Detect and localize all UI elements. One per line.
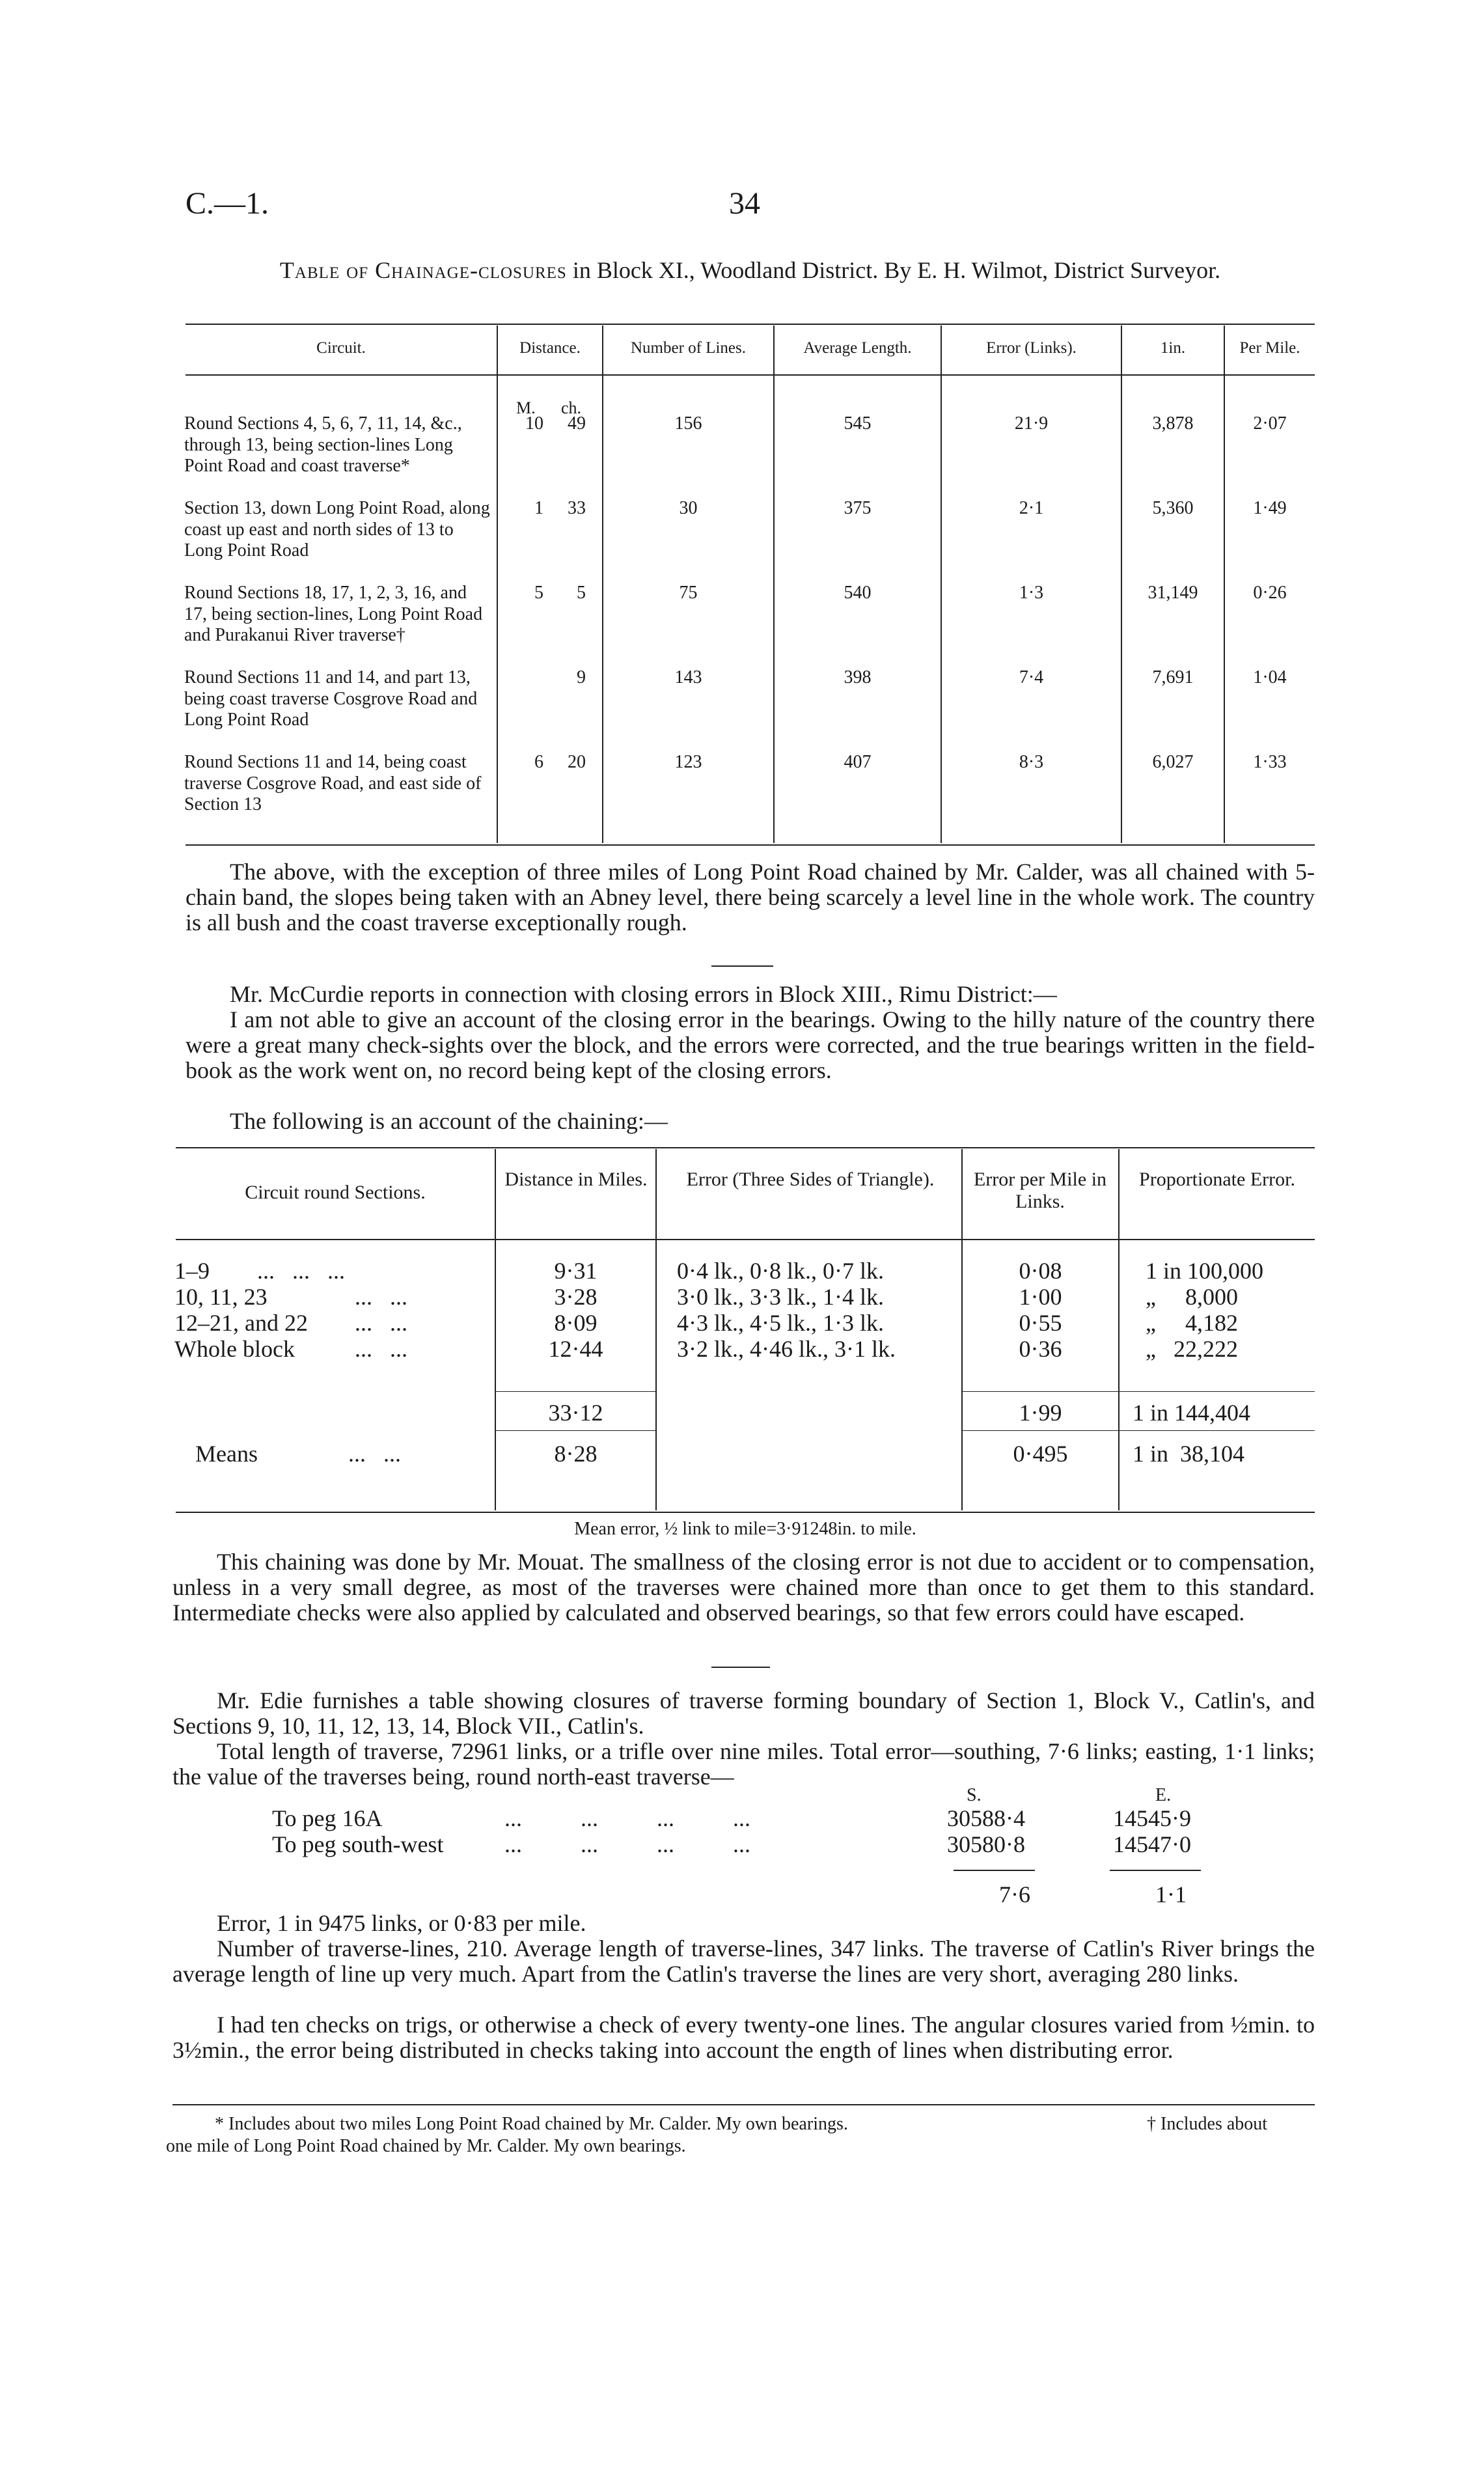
table2-total-rule [961, 1391, 1315, 1392]
table2-means-rule [961, 1430, 1315, 1431]
distance-miles: 1 [534, 498, 543, 518]
circuit-description: Section 13, down Long Point Road, along coast up east and north sides of 13 to Long Point Road [184, 498, 490, 561]
means-proportionate: 1 in 38,104 [1133, 1441, 1245, 1467]
table1-header-distance: Distance. [519, 339, 581, 357]
table2-header-per-mile: Error per Mile in Links. [973, 1169, 1107, 1212]
table1-title [186, 256, 1315, 284]
average-length: 398 [844, 667, 872, 687]
distance-miles: 9·31 [554, 1258, 598, 1284]
table2-col-divider [655, 1149, 657, 1510]
circuit-label: 1–9 [174, 1258, 210, 1284]
distance-miles: 6 [534, 752, 543, 772]
easting-value: 14547·0 [1113, 1831, 1191, 1857]
per-mile: 2·07 [1253, 413, 1287, 434]
total-distance: 33·12 [548, 1400, 603, 1426]
triangle-error: 3·0 lk., 3·3 lk., 1·4 lk. [677, 1284, 884, 1310]
distance-chains: 5 [577, 583, 586, 603]
table2-header-distance: Distance in Miles. [504, 1169, 648, 1190]
paragraph: Mr. Edie furnishes a table showing closures of traverse forming boundary of Section 1, Block V., Catlin's, and Sections 9, 10, 11, 12, 13, 14, Block VII., Catlin's. [172, 1687, 1315, 1739]
circuit-label: 10, 11, 23 [174, 1284, 268, 1310]
per-mile: 1·04 [1253, 667, 1287, 687]
traverse-label: To peg 16A [272, 1805, 383, 1831]
footnote: † Includes about [1147, 2114, 1268, 2134]
paragraph: The above, with the exception of three miles of Long Point Road chained by Mr. Calder, was all chained with 5-chain band, the slopes being taken with an Abney level, there being scarcely a level line in the whole work. The country is all bush and the coast traverse exceptionally rough. [186, 859, 1315, 936]
column-heading-southing: S. [967, 1785, 982, 1805]
means-distance: 8·28 [554, 1441, 598, 1467]
section-divider [711, 965, 773, 967]
error-per-mile: 1·00 [1019, 1284, 1062, 1310]
circuit-description: Round Sections 11 and 14, being coast traverse Cosgrove Road, and east side of Section 13 [184, 752, 482, 814]
per-mile: 0·26 [1253, 583, 1287, 603]
number-of-lines: 156 [674, 413, 702, 434]
triangle-error: 0·4 lk., 0·8 lk., 0·7 lk. [677, 1258, 884, 1284]
southing-value: 30588·4 [947, 1805, 1025, 1831]
table1-header-lines: Number of Lines. [630, 339, 747, 357]
distance-miles: 5 [534, 583, 543, 603]
paragraph: I am not able to give an account of the closing error in the bearings. Owing to the hilly nature of the country there were a great many check-sights over the block, and the errors were corrected, and the true bearings written in the field-book as the work went on, no record being kept of the closing errors. [186, 1006, 1315, 1083]
proportionate-error: 1 in 100,000 [1146, 1258, 1264, 1284]
table2-top-rule [176, 1147, 1315, 1148]
table1-col-divider [497, 326, 498, 843]
distance-miles: 8·09 [554, 1310, 598, 1336]
error-per-mile: 0·08 [1019, 1258, 1062, 1284]
table2-bottom-rule [176, 1512, 1315, 1513]
leader-dots: ... ... [355, 1284, 407, 1310]
distance-miles: 10 [525, 413, 543, 434]
table2-col-divider [1118, 1149, 1120, 1510]
table1-header-rule [186, 374, 1315, 376]
error-links: 8·3 [1019, 752, 1044, 772]
table2-total-rule [495, 1391, 655, 1392]
number-of-lines: 123 [674, 752, 702, 772]
average-length: 545 [844, 413, 872, 434]
proportionate-error: „ 22,222 [1146, 1336, 1238, 1362]
distance-chains: 49 [568, 413, 586, 434]
circuit-label: 12–21, and 22 [174, 1310, 308, 1336]
sum-rule [1110, 1870, 1201, 1871]
traverse-label: To peg south-west [272, 1831, 444, 1857]
footnote-rule [172, 2104, 1315, 2105]
table1-title-lead: Table of Chainage-closures [279, 257, 567, 283]
average-length: 407 [844, 752, 872, 772]
error-links: 7·4 [1019, 667, 1044, 687]
leader-dots: ... ... ... ... [504, 1831, 750, 1857]
distance-miles: 3·28 [554, 1284, 598, 1310]
table2-note: Mean error, ½ link to mile=3·91248in. to mile. [574, 1519, 916, 1539]
average-length: 540 [844, 583, 872, 603]
paragraph: I had ten checks on trigs, or otherwise a check of every twenty-one lines. The angular closures varied from ½min. to 3½min., the error being distributed in checks taking into account the ength of lines when distributing error. [172, 2012, 1315, 2063]
table2-header-circuit: Circuit round Sections. [245, 1182, 426, 1203]
table2-header-error: Error (Three Sides of Triangle). [686, 1169, 935, 1190]
paragraph: Mr. McCurdie reports in connection with closing errors in Block XIII., Rimu District:— [230, 981, 1057, 1007]
number-of-lines: 30 [679, 498, 698, 518]
circuit-description: Round Sections 18, 17, 1, 2, 3, 16, and 17, being section-lines, Long Point Road and Purakanui River traverse† [184, 583, 483, 645]
distance-chains: 20 [568, 752, 586, 772]
per-mile: 1·49 [1253, 498, 1287, 518]
table2-header-proportionate: Proportionate Error. [1139, 1169, 1295, 1190]
error-links: 2·1 [1019, 498, 1044, 518]
table1-header-error: Error (Links). [986, 339, 1077, 357]
table1-header-per-mile: Per Mile. [1239, 339, 1300, 357]
section-divider [711, 1667, 770, 1668]
leader-dots: ... ... ... ... [504, 1805, 750, 1831]
error-per-mile: 0·55 [1019, 1310, 1062, 1336]
easting-difference: 1·1 [1155, 1881, 1187, 1907]
total-per-mile: 1·99 [1019, 1400, 1062, 1426]
proportionate-error: „ 4,182 [1146, 1310, 1238, 1336]
proportionate-error: „ 8,000 [1146, 1284, 1238, 1310]
distance-miles: 12·44 [548, 1336, 603, 1362]
table1-header-circuit: Circuit. [316, 339, 366, 357]
means-per-mile: 0·495 [1013, 1441, 1068, 1467]
number-of-lines: 75 [679, 583, 698, 603]
per-mile: 1·33 [1253, 752, 1287, 772]
table1-top-rule [186, 324, 1315, 325]
triangle-error: 3·2 lk., 4·46 lk., 3·1 lk. [677, 1336, 896, 1362]
document-reference: C.—1. [186, 186, 269, 221]
unit-chains: ch. [561, 398, 582, 417]
paragraph: Number of traverse-lines, 210. Average length of traverse-lines, 347 links. The traverse of Catlin's River brings the average length of line up very much. Apart from the Catlin's traverse the lines are very short, averaging 280 links. [172, 1935, 1315, 1987]
one-in: 31,149 [1147, 583, 1198, 603]
average-length: 375 [844, 498, 872, 518]
sum-rule [954, 1870, 1035, 1871]
footnote: * Includes about two miles Long Point Road chained by Mr. Calder. My own bearings. [215, 2114, 848, 2134]
error-links: 1·3 [1019, 583, 1044, 603]
table2-means-rule [495, 1430, 655, 1431]
leader-dots: ... ... ... [257, 1258, 345, 1284]
table2-header-rule [176, 1239, 1315, 1240]
circuit-description: Round Sections 4, 5, 6, 7, 11, 14, &c., through 13, being section-lines Long Point Road and coast traverse* [184, 413, 462, 476]
circuit-description: Round Sections 11 and 14, and part 13, being coast traverse Cosgrove Road and Long Point Road [184, 667, 478, 730]
unit-miles: M. [516, 398, 536, 417]
distance-chains: 33 [568, 498, 586, 518]
southing-difference: 7·6 [999, 1881, 1030, 1907]
easting-value: 14545·9 [1113, 1805, 1191, 1831]
one-in: 5,360 [1152, 498, 1194, 518]
error-links: 21·9 [1014, 413, 1049, 434]
leader-dots: ... ... [355, 1310, 407, 1336]
distance-chains: 9 [577, 667, 586, 687]
circuit-label: Whole block [174, 1336, 295, 1362]
column-heading-easting: E. [1155, 1785, 1172, 1805]
leader-dots: ... ... [348, 1441, 401, 1467]
table1-title-rest: in Block XI., Woodland District. By E. H. Wilmot, District Surveyor. [566, 257, 1221, 283]
number-of-lines: 143 [674, 667, 702, 687]
paragraph: Total length of traverse, 72961 links, or a trifle over nine miles. Total error—southing, 7·6 links; easting, 1·1 links; the value of the traverses being, round north-east traverse— [172, 1738, 1315, 1790]
footnote: one mile of Long Point Road chained by Mr. Calder. My own bearings. [166, 2136, 686, 2156]
means-label: Means [195, 1441, 258, 1467]
table1-bottom-rule [186, 844, 1315, 846]
leader-dots: ... ... [355, 1336, 407, 1362]
table1-header-avg: Average Length. [803, 339, 912, 357]
paragraph: This chaining was done by Mr. Mouat. The smallness of the closing error is not due to accident or to compensation, unless in a very small degree, as most of the traverses were chained more than once to get them to this standard. Intermediate checks were also applied by calculated and observed bearings, so that few errors could have escaped. [172, 1549, 1315, 1626]
one-in: 3,878 [1152, 413, 1194, 434]
page-number: 34 [729, 186, 760, 221]
total-proportionate: 1 in 144,404 [1133, 1400, 1251, 1426]
southing-value: 30580·8 [947, 1831, 1025, 1857]
triangle-error: 4·3 lk., 4·5 lk., 1·3 lk. [677, 1310, 884, 1336]
one-in: 7,691 [1152, 667, 1194, 687]
paragraph: The following is an account of the chaining:— [230, 1108, 668, 1134]
one-in: 6,027 [1152, 752, 1194, 772]
table1-header-one-in: 1in. [1160, 339, 1186, 357]
paragraph: Error, 1 in 9475 links, or 0·83 per mile. [217, 1910, 586, 1936]
error-per-mile: 0·36 [1019, 1336, 1062, 1362]
